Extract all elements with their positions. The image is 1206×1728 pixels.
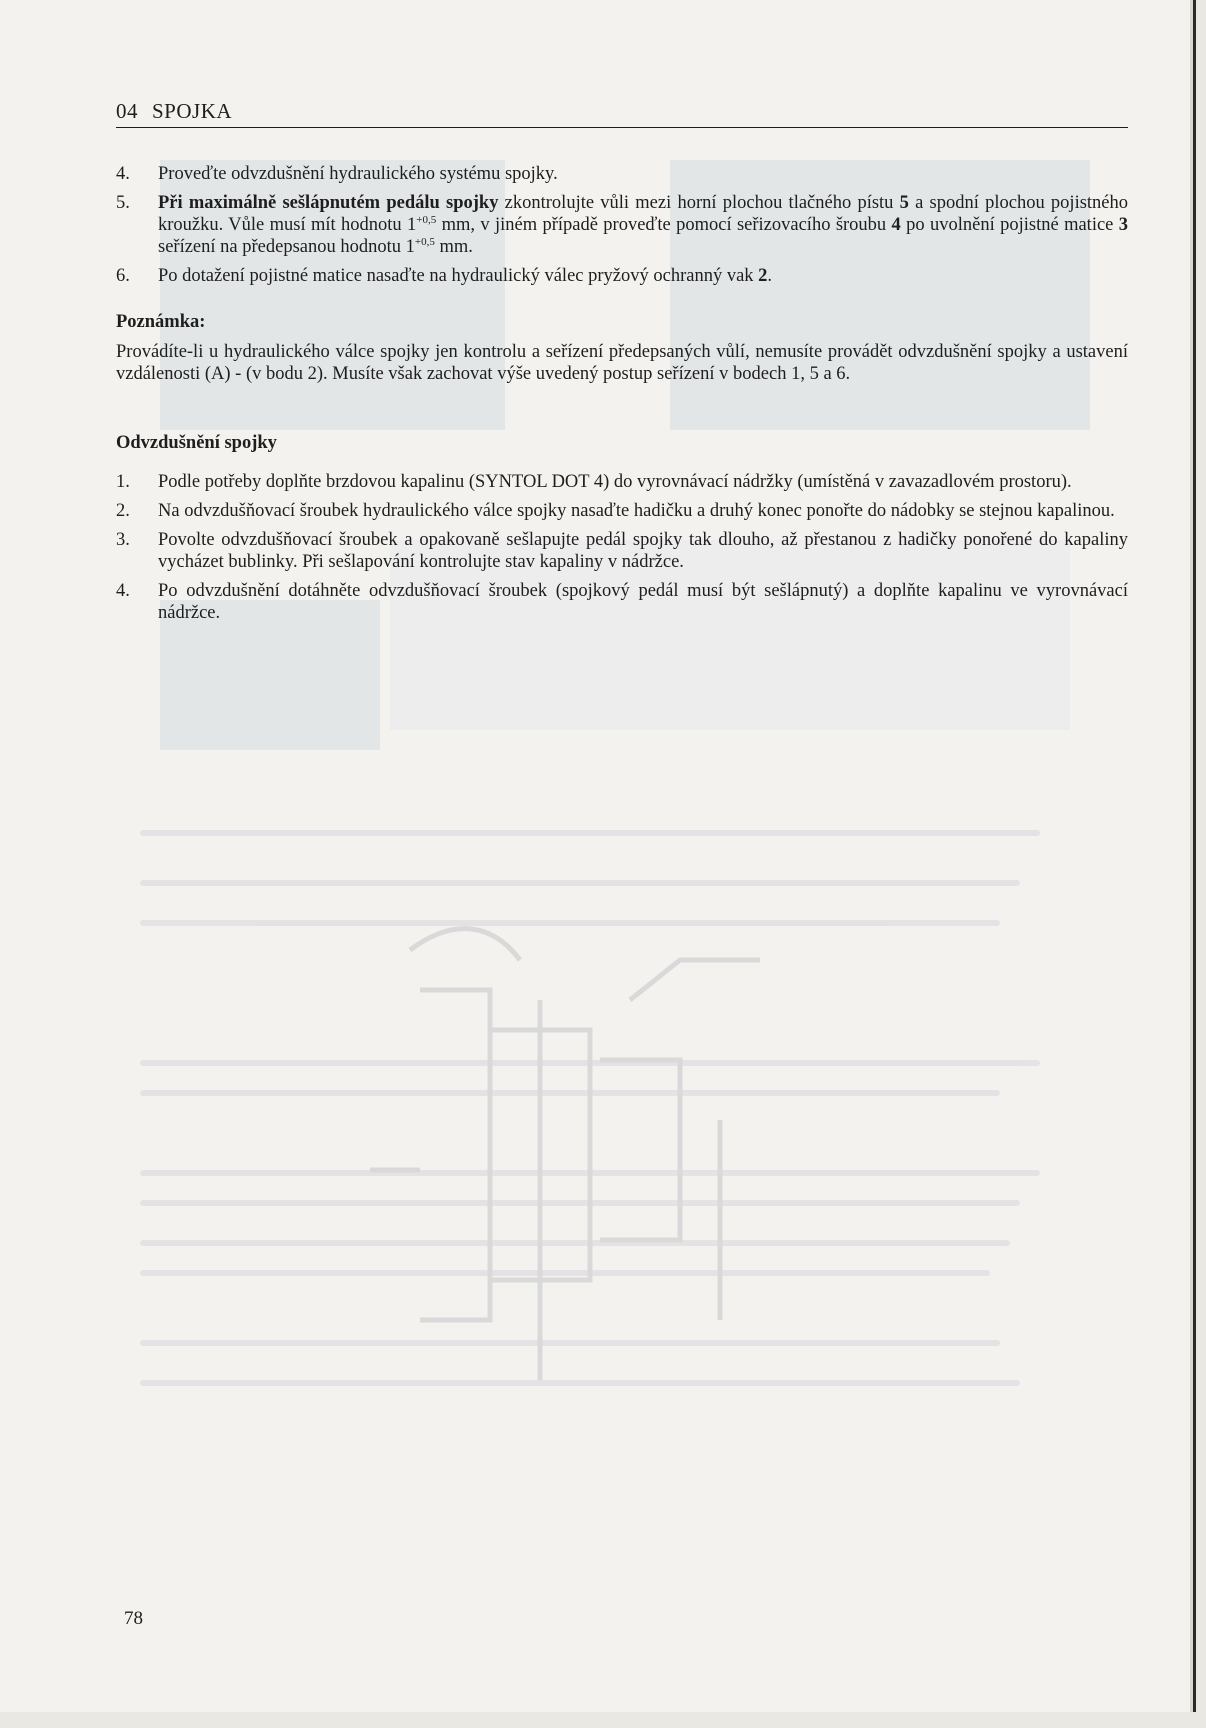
page-number: 78 — [124, 1608, 143, 1629]
step-text: Podle potřeby doplňte brzdovou kapalinu (SYNTOL DOT 4) do vyrovnávací nádržky (umístěná v zavazadlovém prostoru). — [158, 472, 1072, 492]
bleed-line — [140, 1270, 990, 1276]
bleed-line — [140, 1380, 1020, 1386]
bleed-line — [140, 880, 1020, 886]
part-number: 4 — [891, 215, 901, 235]
part-number: 3 — [1118, 215, 1129, 235]
chapter-number: 04 — [116, 99, 138, 123]
step-text: Povolte odvzdušňovací šroubek a opakovaně sešlapujte pedál spojky tak dlouho, až přestanou z hadičky ponořené do kapaliny vycházet bublinky. Při sešlapování kontrolujte stav kapaliny v nádržce. — [158, 530, 1128, 572]
step-number: 2. — [116, 501, 130, 521]
text-run: . — [767, 266, 773, 286]
bleed-line — [140, 1090, 1000, 1096]
part-number: 2 — [758, 266, 768, 286]
text-run: seřízení na předepsanou hodnotu 1 — [158, 237, 415, 257]
tolerance-superscript: +0,5 — [416, 214, 437, 226]
text-run: mm. — [434, 237, 473, 257]
text-run: mm, v jiném případě proveďte pomocí seřizovacího šroubu — [436, 215, 892, 235]
step-item — [116, 265, 1128, 287]
step-number: 4. — [116, 581, 130, 601]
step-number: 6. — [116, 266, 130, 286]
step-number: 5. — [116, 193, 130, 213]
bleeding-step — [116, 500, 1128, 522]
step-number: 1. — [116, 472, 130, 492]
bleeding-step — [116, 529, 1128, 573]
chapter-title: SPOJKA — [152, 99, 233, 123]
section-heading: Odvzdušnění spojky — [116, 433, 277, 453]
step-item — [116, 192, 1128, 258]
part-number: 5 — [899, 193, 909, 213]
step-text: Na odvzdušňovací šroubek hydraulického válce spojky nasaďte hadičku a druhý konec ponořte do nádobky se stejnou kapalinou. — [158, 501, 1115, 521]
step-text: Po odvzdušnění dotáhněte odvzdušňovací šroubek (spojkový pedál musí být sešlápnutý) a doplňte kapalinu ve vyrovnávací nádržce. — [158, 581, 1128, 623]
bleed-line — [140, 1060, 1040, 1066]
step-number: 3. — [116, 530, 130, 550]
bleed-line — [140, 1240, 1010, 1246]
bleed-line — [140, 920, 1000, 926]
text-run: a spodní plochou pojistného kroužku. Vůle musí mít hodnotu 1 — [158, 193, 1129, 235]
bleed-line — [140, 1170, 1040, 1176]
step-item — [116, 163, 1128, 185]
step-text: Proveďte odvzdušnění hydraulického systému spojky. — [158, 164, 558, 184]
note-heading: Poznámka: — [116, 312, 206, 332]
note-text: Provádíte-li u hydraulického válce spojky jen kontrolu a seřízení předepsaných vůlí, nemusíte provádět odvzdušnění spojky a ustavení vzdálenosti (A) - (v bodu 2). Musíte však zachovat výše uvedený postup seřízení v bodech 1, 5 a 6. — [116, 342, 1128, 384]
bleeding-step — [116, 471, 1128, 493]
text-run: po uvolnění pojistné matice — [900, 215, 1119, 235]
tolerance-superscript: +0,5 — [414, 236, 435, 248]
main-content — [116, 163, 1128, 631]
text-run: zkontrolujte vůli mezi horní plochou tlačného pístu — [498, 193, 900, 213]
text-run: Po dotažení pojistné matice nasaďte na hydraulický válec pryžový ochranný vak — [158, 266, 759, 286]
bleeding-step — [116, 580, 1128, 624]
bold-lead: Při maximálně sešlápnutém pedálu spojky — [158, 193, 499, 213]
bleed-line — [140, 1340, 1000, 1346]
bleed-line — [140, 1200, 1020, 1206]
step-number: 4. — [116, 164, 130, 184]
step-text — [158, 192, 1128, 258]
bleed-line — [140, 830, 1040, 836]
step-text — [158, 265, 1128, 287]
running-header — [116, 99, 1128, 128]
